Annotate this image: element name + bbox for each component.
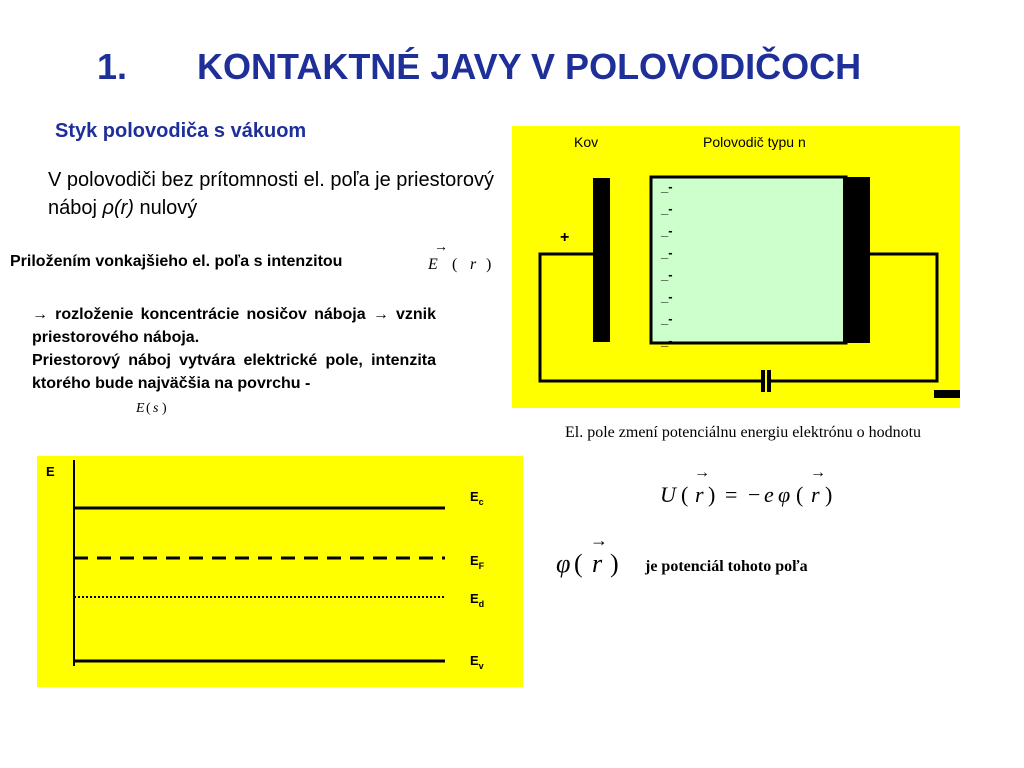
vector-open-paren: ( [452, 256, 458, 273]
minus-sign: _- [661, 201, 673, 216]
open-paren: ( [681, 482, 689, 507]
intro-part2: nulový [133, 197, 198, 219]
symbol-phi: φ [778, 482, 791, 507]
es-s-letter: s [153, 401, 159, 416]
paragraph-line1: → rozloženie koncentrácie nosičov náboja → vznik priestorového náboja. [32, 306, 436, 346]
arrow-over-r: → [694, 464, 710, 481]
rho-symbol: ρ(r) [102, 197, 134, 219]
ef-label: $E_F$ [470, 553, 485, 571]
vector-r-letter: r [470, 256, 477, 273]
minus-sign: _- [661, 333, 673, 348]
vector-e-letter: E [428, 256, 438, 273]
minus-sign: _- [661, 179, 673, 194]
title-number: 1. [97, 46, 128, 87]
equation-phi [552, 530, 632, 582]
open-paren: ( [574, 549, 583, 578]
close-paren: ) [708, 482, 716, 507]
e-s-formula [134, 396, 174, 420]
potential-description: je potenciál tohoto poľa [645, 558, 808, 575]
paragraph-line2: Priestorový náboj vytvára elektrické pole, intenzita ktorého bude najväčšia na povrchu - [32, 352, 436, 392]
symbol-r: r [695, 482, 704, 507]
es-e-letter: E [136, 401, 145, 416]
battery-plate-left [761, 370, 765, 392]
minus-sign: _- [661, 245, 673, 260]
page-title [0, 40, 1024, 100]
minus-sign: _- [661, 267, 673, 282]
title-text: KONTAKTNÉ JAVY V POLOVODIČOCH [197, 46, 862, 87]
minus-sign: _- [661, 289, 673, 304]
vector-arrow: → [434, 240, 448, 255]
arrow-over-r: → [810, 464, 826, 481]
battery-plate-right [767, 370, 771, 392]
metal-semiconductor-circuit [512, 126, 960, 408]
symbol-r: r [811, 482, 820, 507]
es-close-paren: ) [162, 401, 167, 416]
energy-axis-label: E [46, 464, 55, 479]
semiconductor-block [651, 177, 846, 343]
minus-sign: − [748, 482, 761, 507]
symbol-phi: φ [556, 549, 571, 578]
close-paren: ) [610, 549, 619, 578]
symbol-e: e [764, 482, 774, 507]
equals-sign: = [725, 482, 738, 507]
ground-terminal [934, 390, 960, 398]
label-semiconductor: Polovodič typu n [703, 134, 806, 150]
explanation-paragraph [32, 303, 436, 395]
ec-label: $E_c$ [470, 489, 484, 507]
label-metal: Kov [574, 134, 599, 150]
back-contact [843, 177, 870, 343]
equation-potential-energy [650, 460, 850, 514]
ev-label: $E_v$ [470, 653, 484, 671]
symbol-r: r [592, 549, 603, 578]
close-paren: ) [825, 482, 833, 507]
ed-label: $E_d$ [470, 591, 485, 609]
metal-plate [593, 178, 610, 342]
band-background [37, 456, 523, 687]
applied-field-text: Priložením vonkajšieho el. poľa s intenzitou [10, 253, 343, 270]
es-open-paren: ( [146, 401, 151, 416]
intro-part1: V polovodiči bez prítomnosti el. poľa je priestorový náboj [48, 169, 495, 219]
plus-sign: + [560, 229, 570, 246]
potential-energy-caption: El. pole zmení potenciálnu energiu elektrónu o hodnotu [565, 424, 922, 441]
vector-e-r-formula [420, 240, 500, 276]
arrow-over-r: → [590, 530, 608, 550]
vector-close-paren: ) [486, 256, 492, 273]
open-paren: ( [796, 482, 804, 507]
minus-sign: _- [661, 223, 673, 238]
minus-sign: _- [661, 311, 673, 326]
subtitle: Styk polovodiča s vákuom [55, 120, 307, 142]
intro-text [48, 166, 498, 222]
symbol-u: U [660, 482, 676, 507]
energy-band-diagram [37, 456, 523, 687]
